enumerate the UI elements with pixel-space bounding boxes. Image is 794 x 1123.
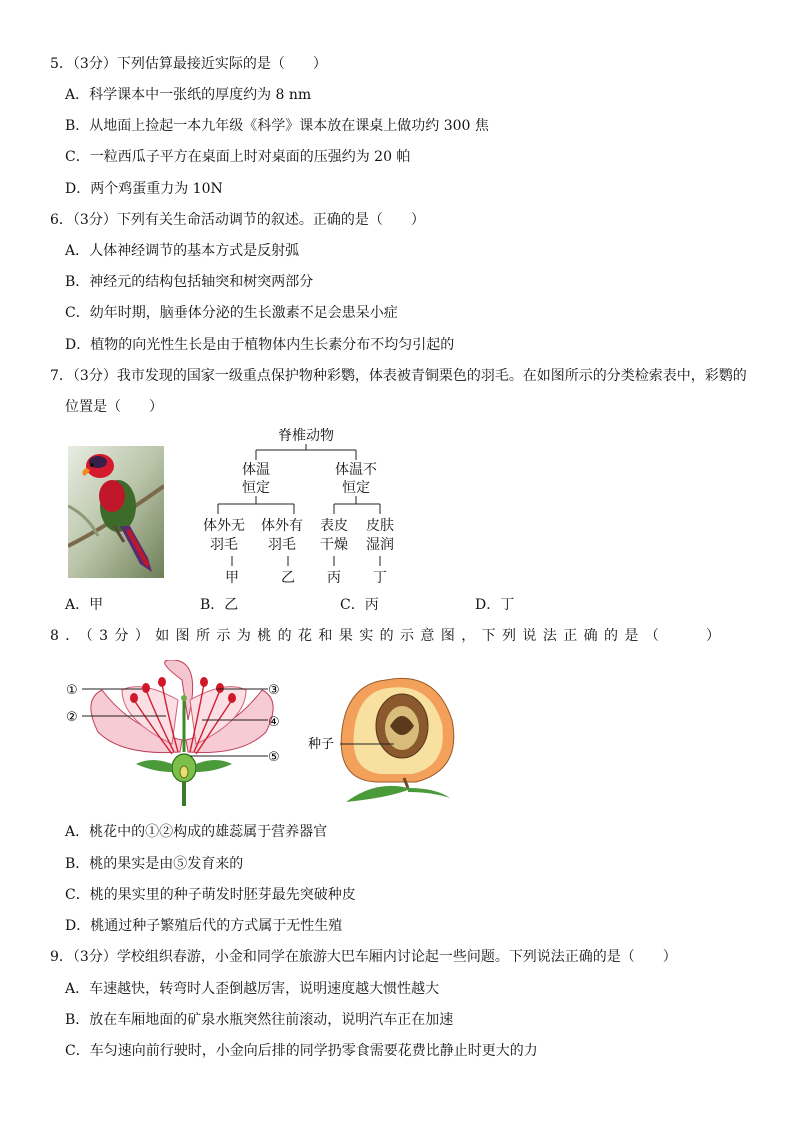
peach-fruit-diagram: [306, 670, 466, 810]
peach-flower-diagram: [62, 660, 292, 808]
q8-option-a: A．桃花中的①②构成的雄蕊属于营养器官: [65, 824, 328, 840]
tree-node-right-line1: 体温不: [335, 462, 377, 478]
flower-label-1: ①: [66, 683, 78, 698]
q6-stem: 6．（3分）下列有关生命活动调节的叙述。正确的是（ ）: [50, 212, 425, 228]
tree-end-ding: 丁: [373, 570, 387, 586]
tree-end-bing: 丙: [327, 570, 341, 586]
q9-option-c: C．车匀速向前行驶时，小金向后排的同学扔零食需要花费比静止时更大的力: [65, 1043, 538, 1059]
q7-option-b: B．乙: [200, 597, 239, 613]
q8-option-c: C．桃的果实里的种子萌发时胚芽最先突破种皮: [65, 887, 356, 903]
tree-leaf3-line2: 干燥: [320, 537, 348, 553]
q5-stem: 5．（3分）下列估算最接近实际的是（ ）: [50, 56, 327, 72]
q5-option-b: B．从地面上捡起一本九年级《科学》课本放在课桌上做功约 300 焦: [65, 118, 489, 134]
tree-leaf2-line1: 体外有: [261, 518, 303, 534]
q8-stem: 8．（3分）如图所示为桃的花和果实的示意图，下列说法正确的是（ ）: [50, 628, 727, 644]
seed-label: 种子: [308, 737, 335, 752]
tree-leaf2-line2: 羽毛: [268, 537, 296, 553]
q7-option-c: C．丙: [340, 597, 379, 613]
q7-stem-line1: 7．（3分）我市发现的国家一级重点保护物种彩鹦，体表被青铜栗色的羽毛。在如图所示的分类检索表中，彩鹦的: [50, 368, 747, 384]
tree-node-left-line1: 体温: [242, 462, 270, 478]
tree-leaf1-line1: 体外无: [203, 518, 245, 534]
q5-option-a: A．科学课本中一张纸的厚度约为 8 nm: [65, 87, 312, 103]
q7-option-a: A．甲: [65, 597, 104, 613]
q6-option-c: C．幼年时期，脑垂体分泌的生长激素不足会患呆小症: [65, 305, 398, 321]
flower-label-4: ④: [268, 715, 280, 730]
q9-option-a: A．车速越快，转弯时人歪倒越厉害，说明速度越大惯性越大: [65, 981, 440, 997]
flower-label-2: ②: [66, 710, 78, 725]
tree-leaf4-line2: 湿润: [366, 537, 394, 553]
q8-option-b: B．桃的果实是由⑤发育来的: [65, 856, 244, 872]
parrot-photo: [68, 446, 164, 578]
q5-option-c: C．一粒西瓜子平方在桌面上时对桌面的压强约为 20 帕: [65, 149, 411, 165]
tree-leaf3-line1: 表皮: [320, 518, 348, 534]
q5-option-d: D．两个鸡蛋重力为 10N: [65, 181, 223, 197]
tree-node-left-line2: 恒定: [242, 480, 270, 496]
tree-end-yi: 乙: [281, 570, 295, 586]
tree-end-jia: 甲: [225, 570, 239, 586]
tree-leaf1-line2: 羽毛: [210, 537, 238, 553]
q7-option-d: D．丁: [475, 597, 515, 613]
tree-leaf4-line1: 皮肤: [366, 518, 394, 534]
q6-option-d: D．植物的向光性生长是由于植物体内生长素分布不均匀引起的: [65, 337, 455, 353]
q6-option-b: B．神经元的结构包括轴突和树突两部分: [65, 274, 314, 290]
flower-label-5: ⑤: [268, 750, 280, 765]
q9-option-b: B．放在车厢地面的矿泉水瓶突然往前滚动，说明汽车正在加速: [65, 1012, 454, 1028]
tree-node-right-line2: 恒定: [342, 480, 370, 496]
tree-root: 脊椎动物: [278, 428, 334, 444]
classification-key-diagram: [190, 422, 420, 592]
q8-option-d: D．桃通过种子繁殖后代的方式属于无性生殖: [65, 918, 343, 934]
q6-option-a: A．人体神经调节的基本方式是反射弧: [65, 243, 300, 259]
q7-stem-line2: 位置是（ ）: [65, 399, 163, 415]
flower-label-3: ③: [268, 683, 280, 698]
q9-stem: 9．（3分）学校组织春游，小金和同学在旅游大巴车厢内讨论起一些问题。下列说法正确的是（ ）: [50, 949, 677, 965]
